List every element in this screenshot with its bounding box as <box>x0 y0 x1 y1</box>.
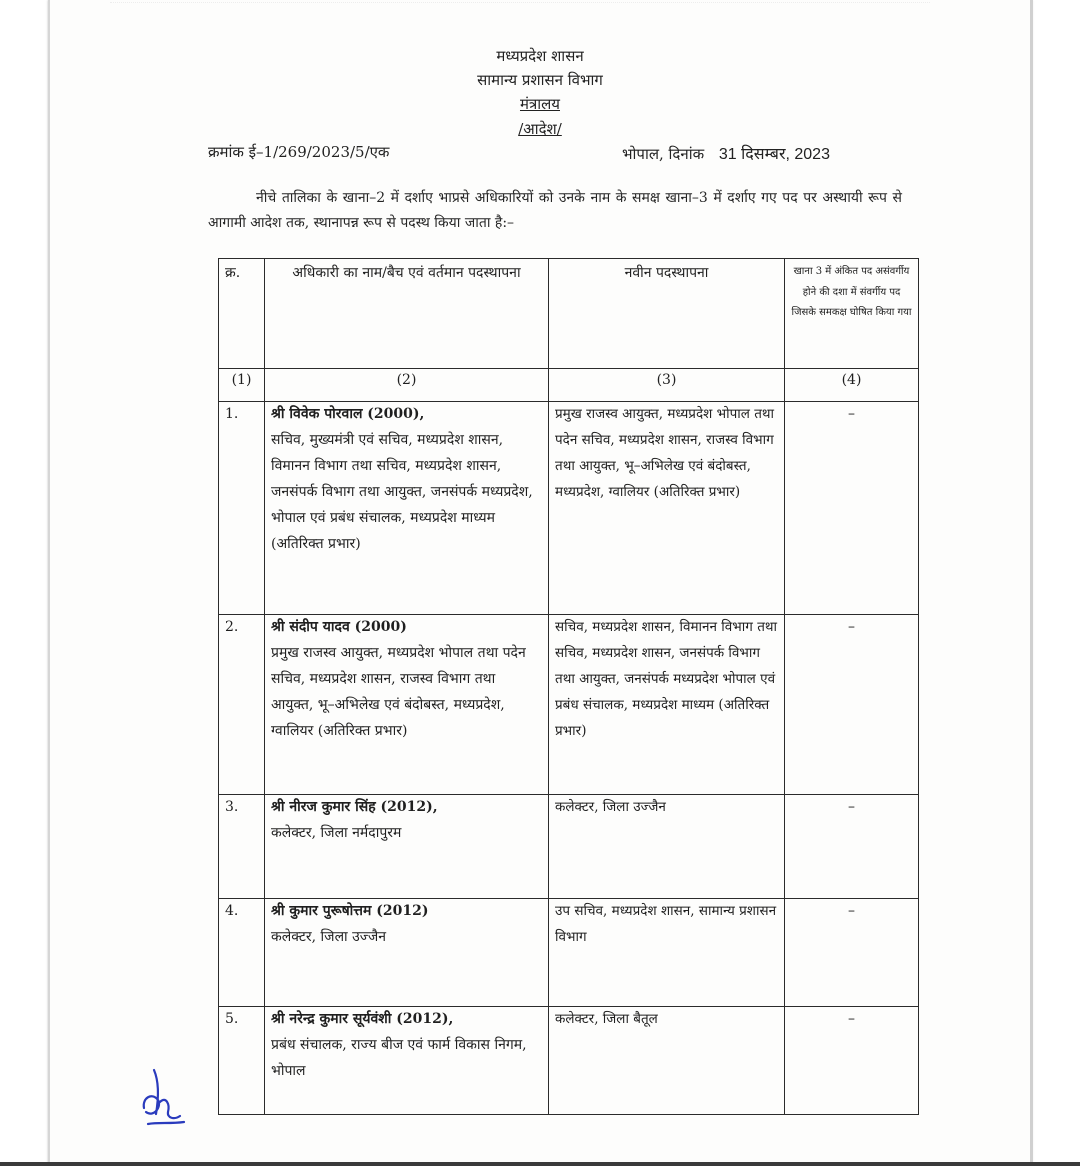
new-posting: सचिव, मध्यप्रदेश शासन, विमानन विभाग तथा सचिव, मध्यप्रदेश शासन, जनसंपर्क विभाग तथा आयुक्त, जनसंपर्क मध्यप्रदेश भोपाल एवं प्रबंध संचालक, मध्यप्रदेश माध्यम (अतिरिक्त प्रभार) <box>549 615 785 795</box>
serial-number: 3. <box>219 795 265 899</box>
equivalent-post: – <box>785 402 919 615</box>
new-posting: कलेक्टर, जिला उज्जैन <box>549 795 785 899</box>
header-new-posting: नवीन पदस्थापना <box>549 259 785 369</box>
col-number: (1) <box>219 369 265 402</box>
equivalent-post: – <box>785 795 919 899</box>
officer-name: श्री नीरज कुमार सिंह (2012), <box>271 799 438 815</box>
equivalent-post: – <box>785 899 919 1007</box>
header-serial: क्र. <box>219 259 265 369</box>
order-date: 31 दिसम्बर, 2023 <box>718 146 830 163</box>
table-row <box>219 1007 919 1115</box>
current-posting: प्रबंध संचालक, राज्य बीज एवं फार्म विकास निगम, भोपाल <box>271 1036 527 1079</box>
equivalent-post: – <box>785 1007 919 1115</box>
col-number: (4) <box>785 369 919 402</box>
header-equivalent-post: खाना 3 में अंकित पद असंवर्गीय होने की दशा में संवर्गीय पद जिसके समकक्ष घोषित किया गया <box>785 259 919 369</box>
new-posting: उप सचिव, मध्यप्रदेश शासन, सामान्य प्रशासन विभाग <box>549 899 785 1007</box>
col-number: (3) <box>549 369 785 402</box>
intro-paragraph: नीचे तालिका के खाना–2 में दर्शाए भाप्रसे अधिकारियों को उनके नाम के समक्ष खाना–3 में दर्शाए गए पद पर अस्थायी रूप से आगामी आदेश तक, स्थानापन्न रूप से पदस्थ किया जाता है:– <box>208 190 902 231</box>
table-row <box>219 795 919 899</box>
order-place: भोपाल, दिनांक <box>622 145 705 163</box>
posting-table <box>218 258 919 1115</box>
col-number: (2) <box>265 369 549 402</box>
signature-initials <box>140 1062 188 1132</box>
equivalent-post: – <box>785 615 919 795</box>
table-row <box>219 615 919 795</box>
header-officer: अधिकारी का नाम/बैच एवं वर्तमान पदस्थापना <box>265 259 549 369</box>
officer-cell <box>265 615 549 795</box>
bleed-through-text <box>110 2 930 13</box>
ministry-label: मंत्रालय <box>519 95 560 113</box>
new-posting: कलेक्टर, जिला बैतूल <box>549 1007 785 1115</box>
officer-cell <box>265 402 549 615</box>
table-header-row <box>219 259 919 369</box>
page-edge-right <box>1030 0 1033 1166</box>
order-number: क्रमांक ई–1/269/2023/5/एक <box>208 143 390 161</box>
current-posting: कलेक्टर, जिला नर्मदापुरम <box>271 824 402 841</box>
page-edge-left <box>48 0 50 1166</box>
department-name: सामान्य प्रशासन विभाग <box>477 71 603 89</box>
column-number-row <box>219 369 919 402</box>
officer-name: श्री कुमार पुरूषोत्तम (2012) <box>271 903 429 919</box>
order-heading: /आदेश/ <box>518 120 562 138</box>
order-place-date <box>622 142 830 164</box>
officer-name: श्री नरेन्द्र कुमार सूर्यवंशी (2012), <box>271 1011 454 1027</box>
current-posting: कलेक्टर, जिला उज्जैन <box>271 928 386 945</box>
table-row <box>219 402 919 615</box>
serial-number: 2. <box>219 615 265 795</box>
officer-name: श्री संदीप यादव (2000) <box>271 619 407 635</box>
new-posting: प्रमुख राजस्व आयुक्त, मध्यप्रदेश भोपाल तथा पदेन सचिव, मध्यप्रदेश शासन, राजस्व विभाग तथा आयुक्त, भू–अभिलेख एवं बंदोबस्त, मध्यप्रदेश, ग्वालियर (अतिरिक्त प्रभार) <box>549 402 785 615</box>
officer-name: श्री विवेक पोरवाल (2000), <box>271 406 425 422</box>
serial-number: 4. <box>219 899 265 1007</box>
officer-cell <box>265 1007 549 1115</box>
serial-number: 1. <box>219 402 265 615</box>
officer-cell <box>265 795 549 899</box>
current-posting: प्रमुख राजस्व आयुक्त, मध्यप्रदेश भोपाल तथा पदेन सचिव, मध्यप्रदेश शासन, राजस्व विभाग तथा आयुक्त, भू–अभिलेख एवं बंदोबस्त, मध्यप्रदेश, ग्वालियर (अतिरिक्त प्रभार) <box>271 644 526 739</box>
current-posting: सचिव, मुख्यमंत्री एवं सचिव, मध्यप्रदेश शासन, विमानन विभाग तथा सचिव, मध्यप्रदेश शासन, जनसंपर्क विभाग तथा आयुक्त, जनसंपर्क मध्यप्रदेश, भोपाल एवं प्रबंध संचालक, मध्यप्रदेश माध्यम (अतिरिक्त प्रभार) <box>271 431 533 552</box>
table-row <box>219 899 919 1007</box>
govt-name: मध्यप्रदेश शासन <box>496 47 584 65</box>
serial-number: 5. <box>219 1007 265 1115</box>
officer-cell <box>265 899 549 1007</box>
bottom-edge <box>0 1162 1080 1166</box>
